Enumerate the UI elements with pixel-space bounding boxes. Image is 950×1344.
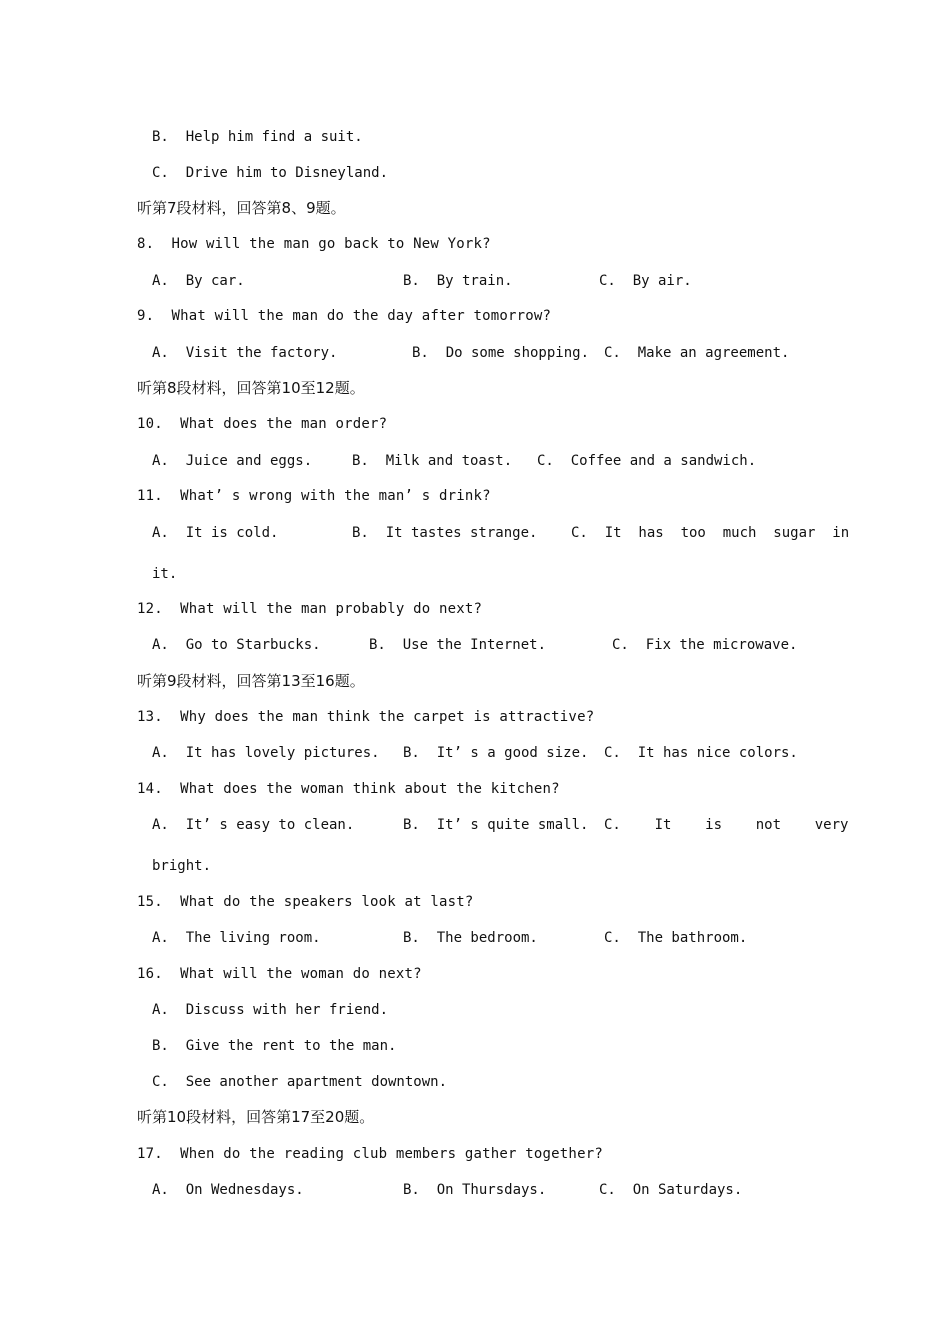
q10-option-a: A. Juice and eggs. <box>152 453 313 469</box>
q12-option-c: C. Fix the microwave. <box>612 637 798 653</box>
question-17: 17. When do the reading club members gather together? <box>137 1146 603 1162</box>
q14-option-c: C. It is not very <box>604 817 849 833</box>
q16-option-a: A. Discuss with her friend. <box>152 1002 389 1018</box>
q16-option-b: B. Give the rent to the man. <box>152 1038 397 1054</box>
q8-option-b: B. By train. <box>403 273 513 289</box>
q11-option-a: A. It is cold. <box>152 525 279 541</box>
q17-option-a: A. On Wednesdays. <box>152 1182 304 1198</box>
q9-option-b: B. Do some shopping. <box>412 345 590 361</box>
q16-option-c: C. See another apartment downtown. <box>152 1074 448 1090</box>
q15-option-a: A. The living room. <box>152 930 321 946</box>
question-8: 8. How will the man go back to New York? <box>137 236 491 252</box>
q14-option-c-continued: bright. <box>152 858 212 874</box>
q15-option-b: B. The bedroom. <box>403 930 538 946</box>
q13-option-b: B. It’ s a good size. <box>403 745 589 761</box>
q14-option-b: B. It’ s quite small. <box>403 817 589 833</box>
q10-option-c: C. Coffee and a sandwich. <box>537 453 757 469</box>
question-10: 10. What does the man order? <box>137 416 388 432</box>
q8-option-c: C. By air. <box>599 273 692 289</box>
q7-option-c: C. Drive him to Disneyland. <box>152 165 389 181</box>
q13-option-a: A. It has lovely pictures. <box>152 745 380 761</box>
q8-option-a: A. By car. <box>152 273 245 289</box>
section-8-header: 听第8段材料，回答第10至12题。 <box>137 379 365 397</box>
section-9-header: 听第9段材料，回答第13至16题。 <box>137 672 365 690</box>
q12-option-a: A. Go to Starbucks. <box>152 637 321 653</box>
q12-option-b: B. Use the Internet. <box>369 637 547 653</box>
q11-option-c: C. It has too much sugar in <box>571 525 850 541</box>
section-7-header: 听第7段材料，回答第8、9题。 <box>137 199 346 217</box>
q11-option-c-continued: it. <box>152 566 178 582</box>
q10-option-b: B. Milk and toast. <box>352 453 513 469</box>
q7-option-b: B. Help him find a suit. <box>152 129 363 145</box>
question-12: 12. What will the man probably do next? <box>137 601 483 617</box>
q17-option-c: C. On Saturdays. <box>599 1182 743 1198</box>
question-11: 11. What’ s wrong with the man’ s drink? <box>137 488 491 504</box>
question-15: 15. What do the speakers look at last? <box>137 894 474 910</box>
q9-option-a: A. Visit the factory. <box>152 345 338 361</box>
q13-option-c: C. It has nice colors. <box>604 745 798 761</box>
question-13: 13. Why does the man think the carpet is attractive? <box>137 709 595 725</box>
question-9: 9. What will the man do the day after tomorrow? <box>137 308 552 324</box>
question-14: 14. What does the woman think about the kitchen? <box>137 781 560 797</box>
q14-option-a: A. It’ s easy to clean. <box>152 817 355 833</box>
q15-option-c: C. The bathroom. <box>604 930 748 946</box>
q17-option-b: B. On Thursdays. <box>403 1182 547 1198</box>
q9-option-c: C. Make an agreement. <box>604 345 790 361</box>
q11-option-b: B. It tastes strange. <box>352 525 538 541</box>
question-16: 16. What will the woman do next? <box>137 966 422 982</box>
section-10-header: 听第10段材料，回答第17至20题。 <box>137 1108 375 1126</box>
